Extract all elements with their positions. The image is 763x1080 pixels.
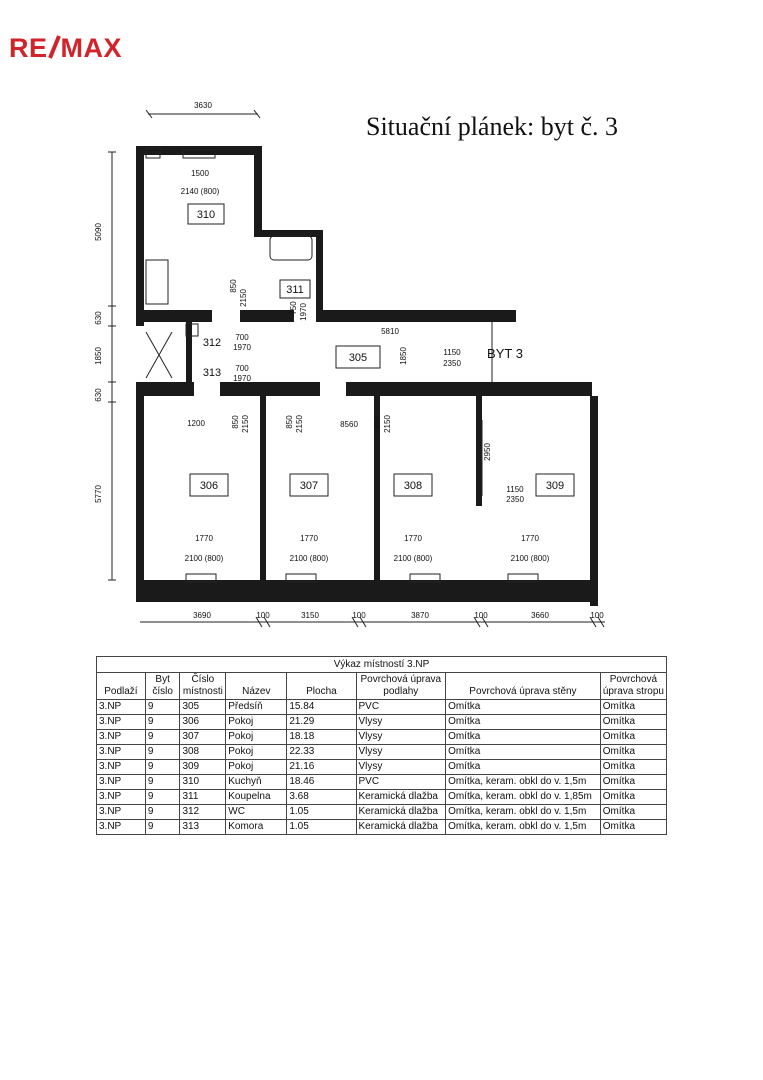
room-305-label: 305 [348,352,368,364]
cell-wall-finish: Omítka [446,730,601,745]
cell-room: 309 [180,760,226,775]
dim-hall-length: 5810 [381,327,399,336]
cell-area: 21.16 [287,760,356,775]
cell-room: 307 [180,730,226,745]
dim-bottom-6: 100 [474,611,488,620]
th-byt: Byt číslo [145,673,180,700]
table-row [97,820,667,835]
logo-slash-icon [48,34,61,60]
floor-plan [90,90,610,640]
dim-wall-2: 630 [94,388,103,402]
room-312-label: 312 [202,337,222,349]
cell-name: Předsíň [226,700,287,715]
dim-306-offset: 1200 [187,419,205,428]
cell-floor: 3.NP [97,730,146,745]
cell-wall-finish: Omítka, keram. obkl do v. 1,5m [446,820,601,835]
cell-floor: 3.NP [97,745,146,760]
cell-name: Pokoj [226,715,287,730]
cell-area: 21.29 [287,715,356,730]
cell-floor: 3.NP [97,775,146,790]
cell-floor-finish: PVC [356,700,446,715]
dim-window-307-w: 1770 [300,534,318,543]
dim-309-depth: 2950 [483,443,492,461]
unit-label: BYT 3 [487,346,523,361]
dim-bottom-5: 3870 [411,611,429,620]
dim-entry-door-h: 2350 [443,359,461,368]
dim-bottom-4: 100 [352,611,366,620]
cell-floor: 3.NP [97,820,146,835]
cell-unit: 9 [145,790,180,805]
dim-entry-door: 1150 [443,348,461,357]
dim-window-308: 2100 (800) [393,554,433,563]
dim-window-309-w: 1770 [521,534,539,543]
dim-bottom-3: 3150 [301,611,319,620]
cell-room: 305 [180,700,226,715]
cell-wall-finish: Omítka, keram. obkl do v. 1,85m [446,790,601,805]
cell-name: Kuchyň [226,775,287,790]
dim-span-8560: 8560 [340,420,358,429]
room-313-label: 313 [202,367,222,379]
th-cislo: Číslo místnosti [180,673,226,700]
cell-floor-finish: Keramická dlažba [356,805,446,820]
cell-name: Komora [226,820,287,835]
dim-window-308-w: 1770 [404,534,422,543]
cell-name: Koupelna [226,790,287,805]
room-306-label: 306 [199,480,219,492]
table-title: Výkaz místností 3.NP [96,656,667,672]
cell-floor: 3.NP [97,805,146,820]
dim-bottom-7: 3660 [531,611,549,620]
dim-bottom-1: 3690 [193,611,211,620]
room-311-label: 311 [286,284,304,296]
cell-name: WC [226,805,287,820]
cell-room: 310 [180,775,226,790]
dim-door-306-h: 2150 [241,415,250,433]
dim-door-311-h: 1970 [299,303,308,321]
dim-window-309: 2100 (800) [510,554,550,563]
dim-door-313-h: 1970 [233,374,251,383]
logo-text-re: RE [9,33,48,63]
cell-ceiling-finish: Omítka [600,775,666,790]
dim-door-308: 850 [373,415,382,429]
cell-ceiling-finish: Omítka [600,790,666,805]
cell-area: 22.33 [287,745,356,760]
cell-floor-finish: Keramická dlažba [356,790,446,805]
cell-area: 15.84 [287,700,356,715]
cell-area: 18.46 [287,775,356,790]
dim-window-306: 2100 (800) [184,554,224,563]
cell-floor: 3.NP [97,700,146,715]
table-row [97,790,667,805]
th-podlahy: Povrchová úprava podlahy [356,673,446,700]
dim-door-312: 700 [235,333,249,342]
cell-area: 1.05 [287,805,356,820]
room-table [96,672,667,835]
cell-floor-finish: PVC [356,775,446,790]
dim-hall-h: 1850 [399,347,408,365]
cell-area: 1.05 [287,820,356,835]
room-307-label: 307 [299,480,319,492]
cell-room: 306 [180,715,226,730]
cell-wall-finish: Omítka, keram. obkl do v. 1,5m [446,805,601,820]
cell-ceiling-finish: Omítka [600,700,666,715]
dim-kitchen-window-w: 1500 [191,169,209,178]
cell-unit: 9 [145,775,180,790]
dim-kitchen-window: 2140 (800) [180,187,220,196]
cell-unit: 9 [145,715,180,730]
th-nazev: Název [226,673,287,700]
cell-area: 3.68 [287,790,356,805]
cell-floor: 3.NP [97,760,146,775]
cell-unit: 9 [145,805,180,820]
cell-floor: 3.NP [97,790,146,805]
dim-door-309-h: 2350 [506,495,524,504]
cell-ceiling-finish: Omítka [600,715,666,730]
cell-floor: 3.NP [97,715,146,730]
dim-door-308-h: 2150 [383,415,392,433]
dim-kitchen-height: 5090 [94,223,103,241]
cell-room: 311 [180,790,226,805]
dim-door-312-h: 1970 [233,343,251,352]
cell-wall-finish: Omítka [446,745,601,760]
cell-name: Pokoj [226,745,287,760]
table-row [97,700,667,715]
room-309-label: 309 [545,480,565,492]
cell-floor-finish: Keramická dlažba [356,820,446,835]
cell-wall-finish: Omítka, keram. obkl do v. 1,5m [446,775,601,790]
cell-room: 312 [180,805,226,820]
dim-door-307: 850 [285,415,294,429]
table-header-row [97,673,667,700]
th-podlazi: Podlaží [97,673,146,700]
remax-logo [9,33,122,64]
dim-wall-1: 630 [94,311,103,325]
dim-hall-height: 1850 [94,347,103,365]
table-row [97,730,667,745]
dim-top-width: 3630 [194,101,212,110]
cell-name: Pokoj [226,730,287,745]
cell-unit: 9 [145,820,180,835]
dim-window-307: 2100 (800) [289,554,329,563]
page-title: Situační plánek: byt č. 3 [366,112,619,141]
dim-door-310-h: 2150 [239,289,248,307]
cell-room: 308 [180,745,226,760]
cell-ceiling-finish: Omítka [600,745,666,760]
cell-ceiling-finish: Omítka [600,730,666,745]
cell-wall-finish: Omítka [446,715,601,730]
cell-unit: 9 [145,745,180,760]
table-row [97,745,667,760]
th-stropu: Povrchová úprava stropu [600,673,666,700]
logo-text-max: MAX [60,33,123,63]
dim-rooms-height: 5770 [94,485,103,503]
cell-ceiling-finish: Omítka [600,760,666,775]
table-row [97,805,667,820]
cell-unit: 9 [145,760,180,775]
table-row [97,760,667,775]
cell-floor-finish: Vlysy [356,745,446,760]
dim-door-307-h: 2150 [295,415,304,433]
th-plocha: Plocha [287,673,356,700]
dim-bottom-8: 100 [590,611,604,620]
room-310-label: 310 [196,209,216,221]
cell-floor-finish: Vlysy [356,715,446,730]
th-steny: Povrchová úprava stěny [446,673,601,700]
dim-bottom-2: 100 [256,611,270,620]
cell-name: Pokoj [226,760,287,775]
cell-floor-finish: Vlysy [356,760,446,775]
cell-unit: 9 [145,700,180,715]
room-308-label: 308 [403,480,423,492]
cell-wall-finish: Omítka [446,700,601,715]
cell-room: 313 [180,820,226,835]
table-row [97,715,667,730]
dim-door-309: 1150 [506,485,524,494]
cell-wall-finish: Omítka [446,760,601,775]
table-row [97,775,667,790]
cell-ceiling-finish: Omítka [600,820,666,835]
cell-area: 18.18 [287,730,356,745]
dim-window-306-w: 1770 [195,534,213,543]
cell-floor-finish: Vlysy [356,730,446,745]
cell-ceiling-finish: Omítka [600,805,666,820]
dim-door-310: 850 [229,279,238,293]
dim-door-313: 700 [235,364,249,373]
cell-unit: 9 [145,730,180,745]
dim-door-306: 850 [231,415,240,429]
dim-door-311: 750 [289,301,298,315]
room-schedule [96,656,667,835]
